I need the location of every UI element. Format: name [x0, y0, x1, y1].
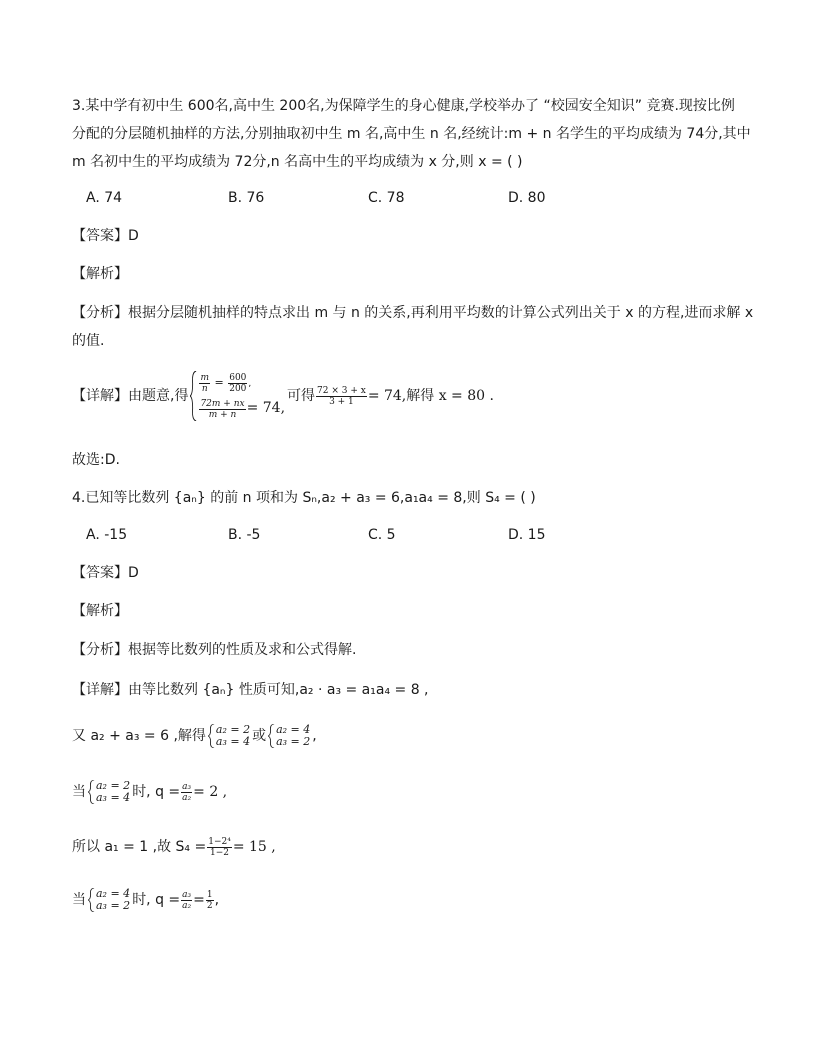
q4-option-c: C. 5 — [368, 527, 396, 543]
q3-analysis-line-1: 【分析】根据分层随机抽样的特点求出 m 与 n 的关系,再利用平均数的计算公式列出关于 x 的方程,进而求解 x — [72, 305, 754, 321]
q4-solution-2: a₂ = 4 a₃ = 2 — [268, 724, 310, 748]
left-brace-icon — [208, 724, 215, 748]
left-brace-icon — [88, 780, 95, 804]
q3-equation-system: $\frac{m}{n}$ = $\frac{600}{200}$ , $\frac{72m + nx}{m + n}$ = 74, — [190, 371, 285, 421]
q3-option-b: B. 76 — [228, 190, 265, 206]
q4-answer: 【答案】D — [72, 565, 139, 581]
q4-ratio-fraction: $\frac{\text{a₃}}{\text{a₂}}$ — [182, 781, 192, 803]
q4-option-b: B. -5 — [228, 527, 261, 543]
q4-case-1-system: a₂ = 2 a₃ = 4 — [88, 780, 130, 804]
q4-analysis: 【分析】根据等比数列的性质及求和公式得解. — [72, 642, 357, 658]
q4-sum-fraction: $\frac{\text{1−2⁴}}{1-2}$ — [208, 836, 231, 858]
q4-option-a: A. -15 — [86, 527, 128, 543]
q4-case-1: 当 a₂ = 2 a₃ = 4 时, q = $\frac{\text{a₃}}{\text{a₂}}$ = 2 , — [72, 779, 228, 804]
q3-option-a: A. 74 — [86, 190, 123, 206]
q4-case-2-system: a₂ = 4 a₃ = 2 — [88, 888, 130, 912]
q3-option-c: C. 78 — [368, 190, 405, 206]
q4-solve-line: 又 a₂ + a₃ = 6 ,解得 a₂ = 2 a₃ = 4 或 a₂ = 4 a₃ = 2 , — [72, 723, 317, 748]
q4-half-fraction: $\frac{1}{2}$ — [206, 889, 213, 911]
q4-sum-line: 所以 a₁ = 1 ,故 S₄ = $\frac{\text{1−2⁴}}{1-2}$ = 15 , — [72, 836, 276, 858]
q4-jiexi-label: 【解析】 — [72, 603, 128, 619]
left-brace-icon — [268, 724, 275, 748]
q4-case-2: 当 a₂ = 4 a₃ = 2 时, q = $\frac{\text{a₃}}{\text{a₂}}$ = $\frac{1}{2}$ , — [72, 887, 220, 912]
q3-stem-line-3: m 名初中生的平均成绩为 72分,n 名高中生的平均成绩为 x 分,则 x = ( ) — [72, 154, 523, 170]
q3-fraction: $\frac{72 \times 3 + x}{3 + 1}$ — [317, 385, 366, 407]
q3-stem-line-2: 分配的分层随机抽样的方法,分别抽取初中生 m 名,高中生 n 名,经统计:m + n 名学生的平均成绩为 74分,其中 — [72, 126, 751, 142]
q3-option-d: D. 80 — [508, 190, 546, 206]
q4-stem: 4.已知等比数列 {aₙ} 的前 n 项和为 Sₙ,a₂ + a₃ = 6,a₁a₄ = 8,则 S₄ = ( ) — [72, 490, 536, 506]
q4-ratio-fraction: $\frac{\text{a₃}}{\text{a₂}}$ — [182, 889, 192, 911]
q4-option-d: D. 15 — [508, 527, 546, 543]
q4-solution-1: a₂ = 2 a₃ = 4 — [208, 724, 250, 748]
left-brace-icon — [88, 888, 95, 912]
q3-options — [86, 188, 726, 208]
q3-detail-label: 【详解】由题意,得 — [72, 388, 189, 404]
q3-detail — [72, 369, 494, 423]
q3-detail-result: = 74,解得 x = 80 . — [367, 388, 494, 404]
q3-conclusion: 故选:D. — [72, 452, 120, 468]
q3-stem-line-1: 3.某中学有初中生 600名,高中生 200名,为保障学生的身心健康,学校举办了 “校园安全知识” 竞赛.现按比例 — [72, 98, 735, 114]
q4-detail: 【详解】由等比数列 {aₙ} 性质可知,a₂ · a₃ = a₁a₄ = 8 , — [72, 682, 429, 698]
q3-detail-mid: 可得 — [287, 388, 316, 404]
q4-options — [86, 525, 726, 545]
q3-jiexi-label: 【解析】 — [72, 266, 128, 282]
q3-analysis-line-2: 的值. — [72, 333, 105, 349]
left-brace-icon — [190, 371, 197, 421]
q3-answer: 【答案】D — [72, 228, 139, 244]
